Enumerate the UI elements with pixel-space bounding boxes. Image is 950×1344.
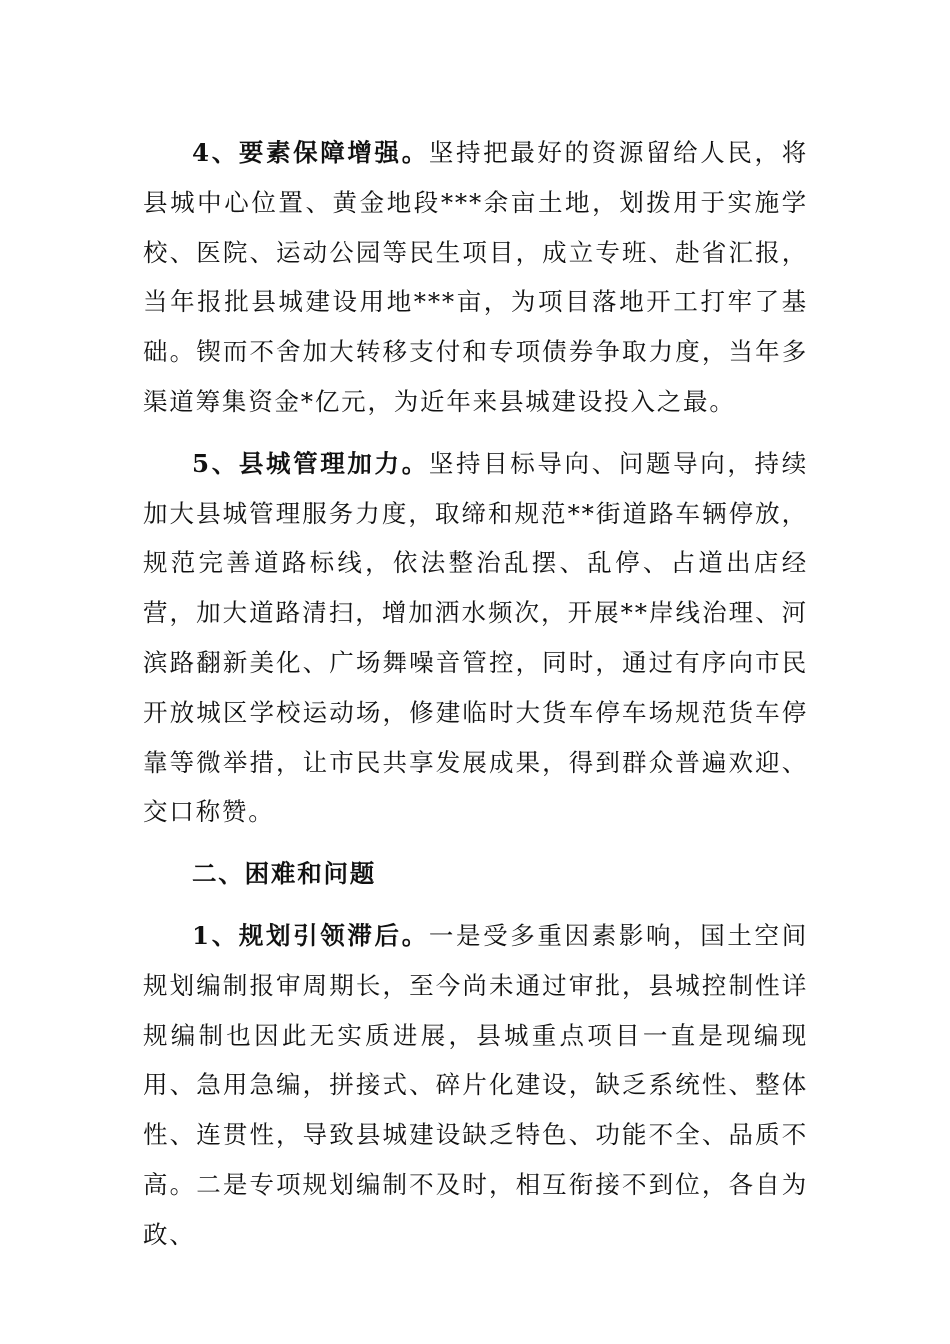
paragraph-element-guarantee (143, 128, 808, 427)
paragraph-county-management (143, 439, 808, 837)
paragraph-text: 坚持把最好的资源留给人民，将县城中心位置、黄金地段***余亩土地，划拨用于实施学校、医院、运动公园等民生项目，成立专班、赴省汇报，当年报批县城建设用地***亩，为项目落地开工打牢了基础。锲而不舍加大转移支付和专项债券争取力度，当年多渠道筹集资金*亿元，为近年来县城建设投入之最。 (143, 138, 809, 416)
paragraph-lead: 4、要素保障增强。 (192, 138, 429, 167)
paragraph-planning-lag (143, 911, 808, 1260)
paragraph-lead: 1、规划引领滞后。 (192, 920, 429, 950)
paragraph-text: 一是受多重因素影响，国土空间规划编制报审周期长，至今尚未通过审批，县城控制性详规编制也因此无实质进展，县城重点项目一直是现编现用、急用急编，拼接式、碎片化建设，缺乏系统性、整体性、连贯性，导致县城建设缺乏特色、功能不全、品质不高。二是专项规划编制不及时，相互衔接不到位，各自为政、 (143, 920, 809, 1249)
paragraph-text: 坚持目标导向、问题导向，持续加大县城管理服务力度，取缔和规范**街道路车辆停放，规范完善道路标线，依法整治乱摆、乱停、占道出店经营，加大道路清扫，增加洒水频次，开展**岸线治理、河滨路翻新美化、广场舞噪音管控，同时，通过有序向市民开放城区学校运动场，修建临时大货车停车场规范货车停靠等微举措，让市民共享发展成果，得到群众普遍欢迎、交口称赞。 (143, 448, 809, 827)
section-heading: 二、困难和问题 (192, 859, 377, 889)
paragraph-lead: 5、县城管理加力。 (192, 448, 429, 478)
document-body (143, 128, 808, 1272)
